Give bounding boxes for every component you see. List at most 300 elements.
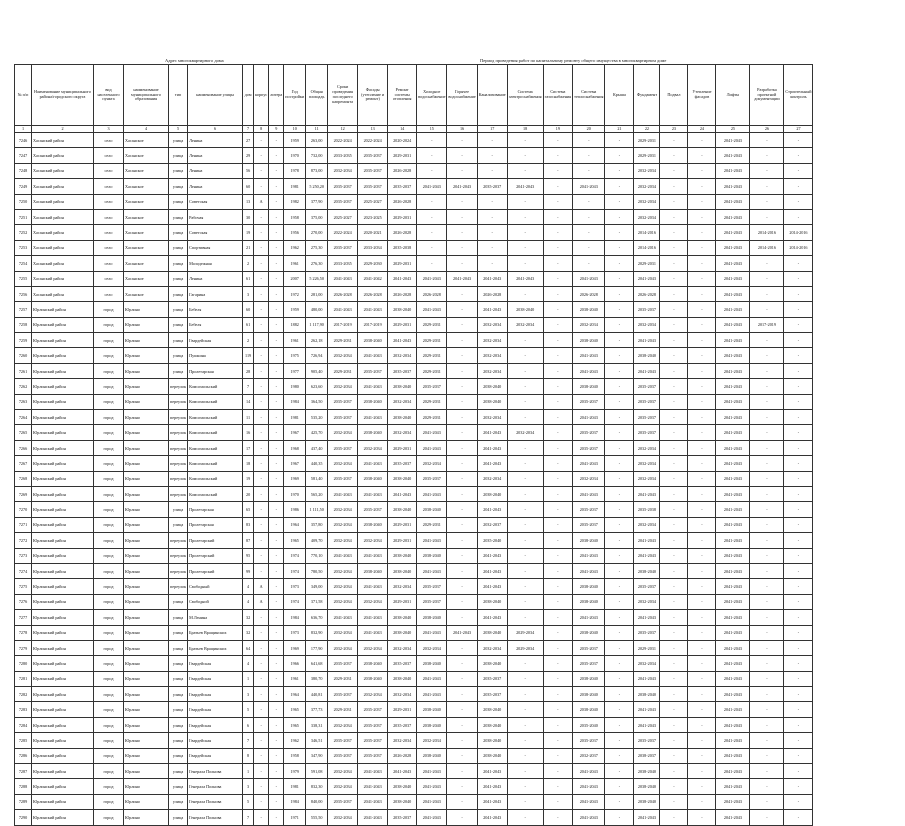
table-cell: 2041-2043 (417, 794, 447, 809)
table-cell: город (94, 548, 124, 563)
table-cell: 2035-2037 (358, 163, 388, 178)
table-cell: - (784, 502, 813, 517)
table-cell: 7284 (15, 717, 32, 732)
table-cell: 7287 (15, 764, 32, 779)
table-cell: Ленина (188, 148, 243, 163)
table-cell: Хасанское (124, 133, 169, 148)
table-cell: - (507, 594, 543, 609)
column-header: Лифты (716, 65, 750, 126)
column-number: 3 (94, 126, 124, 133)
table-cell: - (784, 579, 813, 594)
table-cell: - (543, 579, 573, 594)
table-cell: Пролетарская (188, 517, 243, 532)
table-cell: 2032-2034 (417, 456, 447, 471)
table-cell: 61 (243, 317, 254, 332)
table-cell: - (507, 548, 543, 563)
table-cell: - (660, 456, 688, 471)
table-cell: город (94, 810, 124, 825)
table-cell: Генерала Полнова (188, 764, 243, 779)
table-cell: - (784, 317, 813, 332)
table-cell: 1882 (284, 317, 306, 332)
table-cell: - (543, 256, 573, 271)
table-cell: село (94, 271, 124, 286)
column-number: 10 (284, 126, 306, 133)
table-cell: - (784, 594, 813, 609)
table-cell: 2029-2031 (634, 133, 660, 148)
table-cell: 2035-2037 (358, 717, 388, 732)
table-cell: 338,31 (306, 717, 328, 732)
table-cell: - (750, 671, 784, 686)
table-cell: - (507, 717, 543, 732)
table-row (15, 810, 813, 825)
table-cell: - (417, 240, 447, 255)
table-cell: - (750, 548, 784, 563)
table-cell: - (660, 379, 688, 394)
table-cell: 2026-2028 (358, 286, 388, 301)
table-cell: - (254, 317, 269, 332)
table-cell: - (573, 240, 605, 255)
table-cell: 377,90 (306, 194, 328, 209)
table-cell: - (254, 163, 269, 178)
table-cell: 2041-2043 (417, 533, 447, 548)
table-cell: 2038-2040 (573, 379, 605, 394)
table-cell: - (750, 363, 784, 378)
table-cell: Юрлинский район (32, 717, 94, 732)
table-cell: Хасанский район (32, 179, 94, 194)
table-cell: 7266 (15, 440, 32, 455)
table-cell: 1961 (284, 671, 306, 686)
table-cell: - (507, 133, 543, 148)
table-cell: 2032-2034 (634, 163, 660, 178)
table-cell: - (784, 440, 813, 455)
table-cell: - (254, 440, 269, 455)
table-cell: - (660, 133, 688, 148)
table-cell: 1970 (284, 148, 306, 163)
table-cell: - (573, 225, 605, 240)
table-cell: - (447, 302, 477, 317)
table-cell: Юрлино (124, 456, 169, 471)
table-cell: 2035-2037 (328, 410, 358, 425)
column-number: 14 (388, 126, 417, 133)
table-cell: - (269, 610, 284, 625)
table-cell: - (254, 240, 269, 255)
table-cell: 2 (243, 333, 254, 348)
table-cell: Советская (188, 194, 243, 209)
table-cell: Ленина (188, 271, 243, 286)
table-cell: 2029-2031 (417, 517, 447, 532)
table-cell: 2041-2043 (716, 240, 750, 255)
table-cell: Юрлинский район (32, 502, 94, 517)
table-cell: - (605, 471, 634, 486)
table-cell: 2020-2024 (388, 133, 417, 148)
table-cell: 2038-2040 (573, 625, 605, 640)
table-cell: - (254, 687, 269, 702)
table-cell: 375,00 (306, 209, 328, 224)
table-cell: 2041-2043 (716, 471, 750, 486)
table-cell: 2041-2043 (358, 610, 388, 625)
table-cell: город (94, 533, 124, 548)
table-cell: 2041-2043 (328, 302, 358, 317)
table-cell: 2032-2034 (573, 317, 605, 332)
table-cell: 581,40 (306, 471, 328, 486)
table-cell: - (254, 256, 269, 271)
table-cell: - (784, 687, 813, 702)
table-row (15, 625, 813, 640)
table-cell: улица (169, 794, 188, 809)
table-cell: 2041-2043 (634, 486, 660, 501)
table-cell: Юрлинский район (32, 394, 94, 409)
table-cell: - (254, 363, 269, 378)
table-cell: - (605, 687, 634, 702)
table-cell: 2026-2028 (388, 286, 417, 301)
table-cell: 2032-2034 (328, 502, 358, 517)
table-cell: - (688, 579, 716, 594)
table-cell: 2041-2043 (716, 440, 750, 455)
table-cell: 2032-2034 (477, 471, 507, 486)
table-cell: 2029-2031 (417, 333, 447, 348)
table-cell: Хасанский район (32, 163, 94, 178)
table-cell: - (447, 702, 477, 717)
table-cell: Генерала Полнова (188, 794, 243, 809)
table-cell: - (269, 764, 284, 779)
table-cell: - (543, 333, 573, 348)
table-cell: - (477, 194, 507, 209)
table-cell: - (688, 394, 716, 409)
table-cell: 7279 (15, 640, 32, 655)
table-cell: 2038-2040 (634, 794, 660, 809)
table-cell: - (784, 133, 813, 148)
table-cell: Спортивная (188, 240, 243, 255)
table-cell: 2014-2016 (634, 225, 660, 240)
table-cell: - (605, 733, 634, 748)
table-cell: 7254 (15, 256, 32, 271)
table-cell: Хасанский район (32, 286, 94, 301)
table-row (15, 225, 813, 240)
table-cell: 2023-2025 (358, 209, 388, 224)
table-cell: - (688, 225, 716, 240)
table-cell: 7283 (15, 702, 32, 717)
table-cell: 2035-2037 (328, 656, 358, 671)
table-cell: Генерала Полнова (188, 779, 243, 794)
table-cell: 2035-2037 (328, 748, 358, 763)
table-cell: - (784, 410, 813, 425)
table-cell: - (750, 594, 784, 609)
table-cell: - (543, 425, 573, 440)
table-cell: Юрлинский район (32, 594, 94, 609)
table-cell: - (605, 548, 634, 563)
table-cell: 2041-2043 (358, 486, 388, 501)
table-cell: 2041-2043 (573, 456, 605, 471)
table-cell: 2041-2043 (634, 610, 660, 625)
table-cell: улица (169, 148, 188, 163)
table-cell: - (543, 748, 573, 763)
table-cell: 2041-2043 (573, 794, 605, 809)
table-cell: - (254, 733, 269, 748)
table-cell: Хасанское (124, 286, 169, 301)
table-cell: 2041-2043 (358, 379, 388, 394)
table-cell: 275,30 (306, 240, 328, 255)
table-cell: - (543, 240, 573, 255)
table-cell: - (447, 640, 477, 655)
table-cell: 1981 (284, 410, 306, 425)
table-cell: - (417, 163, 447, 178)
table-cell: - (660, 271, 688, 286)
table-cell: город (94, 702, 124, 717)
table-cell: - (543, 394, 573, 409)
column-header: литера (269, 65, 284, 126)
table-cell: 2032-2034 (634, 440, 660, 455)
column-number-row (15, 126, 813, 133)
table-cell: 873,00 (306, 163, 328, 178)
table-cell: - (507, 579, 543, 594)
table-row (15, 179, 813, 194)
table-cell: - (688, 563, 716, 578)
table-cell: - (447, 548, 477, 563)
table-cell: улица (169, 640, 188, 655)
table-cell: Гвардейская (188, 717, 243, 732)
table-row (15, 163, 813, 178)
table-cell: 1 111,50 (306, 502, 328, 517)
table-row (15, 717, 813, 732)
table-cell: - (543, 271, 573, 286)
table-cell: переулок (169, 425, 188, 440)
table-cell: 2038-2040 (634, 779, 660, 794)
table-cell: 840,00 (306, 794, 328, 809)
table-cell: - (660, 794, 688, 809)
table-cell: - (660, 440, 688, 455)
table-cell: 2041-2043 (716, 194, 750, 209)
table-cell: переулок (169, 456, 188, 471)
table-cell: 2029-2031 (328, 333, 358, 348)
table-row (15, 256, 813, 271)
table-cell: - (660, 779, 688, 794)
table-cell: 2026-2028 (388, 748, 417, 763)
table-cell: 2041-2043 (388, 333, 417, 348)
table-cell: 2038-2040 (477, 379, 507, 394)
column-number: 24 (688, 126, 716, 133)
table-row (15, 656, 813, 671)
table-cell: 2038-2040 (417, 502, 447, 517)
table-cell: 2032-2034 (328, 456, 358, 471)
table-cell: Хасанское (124, 271, 169, 286)
table-cell: 2025-2027 (328, 209, 358, 224)
table-cell: 2041-2043 (716, 133, 750, 148)
table-cell: 2041-2043 (716, 748, 750, 763)
table-cell: - (507, 148, 543, 163)
table-cell: - (507, 410, 543, 425)
table-cell: 2041-2043 (477, 502, 507, 517)
table-cell: 2038-2040 (573, 687, 605, 702)
table-cell: 2041-2043 (358, 410, 388, 425)
table-cell: 1972 (284, 286, 306, 301)
table-cell: 2041-2043 (573, 363, 605, 378)
table-cell: 2041-2043 (716, 517, 750, 532)
column-header: Горячее водоснабжение (447, 65, 477, 126)
table-cell: - (605, 317, 634, 332)
table-row (15, 548, 813, 563)
table-cell: 2041-2043 (716, 533, 750, 548)
table-cell: - (477, 163, 507, 178)
table-cell: город (94, 717, 124, 732)
table-row (15, 333, 813, 348)
table-cell: 2041-2043 (716, 363, 750, 378)
table-cell: - (543, 471, 573, 486)
table-cell: - (269, 733, 284, 748)
table-cell: 99 (243, 563, 254, 578)
table-cell: - (688, 163, 716, 178)
table-cell: - (254, 533, 269, 548)
table-cell: 7285 (15, 733, 32, 748)
table-cell: - (688, 286, 716, 301)
table-cell: 2035-2037 (573, 440, 605, 455)
table-row (15, 456, 813, 471)
table-cell: 2026-2028 (573, 286, 605, 301)
table-cell: - (254, 225, 269, 240)
table-cell: 3 (243, 687, 254, 702)
table-cell: - (660, 517, 688, 532)
table-cell: - (750, 440, 784, 455)
table-cell: - (447, 286, 477, 301)
table-cell: 7253 (15, 240, 32, 255)
table-cell: - (447, 533, 477, 548)
table-cell: - (254, 764, 269, 779)
table-cell: - (254, 471, 269, 486)
table-cell: - (447, 209, 477, 224)
table-cell: 371,58 (306, 594, 328, 609)
table-cell: улица (169, 333, 188, 348)
table-cell: - (660, 425, 688, 440)
table-cell: 2038-2040 (358, 563, 388, 578)
column-header: Разработка проектной документации (750, 65, 784, 126)
table-cell: - (447, 486, 477, 501)
table-cell: - (269, 271, 284, 286)
table-cell: Ленина (188, 133, 243, 148)
table-cell: 2032-2034 (634, 517, 660, 532)
table-cell: 2041-2043 (358, 779, 388, 794)
table-cell: 2041-2043 (716, 425, 750, 440)
table-cell: - (507, 764, 543, 779)
table-cell: 32 (243, 625, 254, 640)
table-cell: 2041-2043 (716, 179, 750, 194)
table-cell: - (543, 625, 573, 640)
table-cell: 2035-2037 (328, 794, 358, 809)
table-cell: - (543, 656, 573, 671)
table-cell: город (94, 733, 124, 748)
table-cell: - (688, 317, 716, 332)
table-cell: 2032-2034 (477, 348, 507, 363)
column-number: 7 (243, 126, 254, 133)
column-header: Ремонт системы отопления (388, 65, 417, 126)
table-cell: 2041-2043 (358, 456, 388, 471)
table-cell: - (254, 148, 269, 163)
table-cell: 2035-2037 (417, 379, 447, 394)
table-cell: - (269, 486, 284, 501)
table-cell: 2038-2040 (388, 410, 417, 425)
table-cell: 364,50 (306, 394, 328, 409)
table-cell: - (269, 148, 284, 163)
table-cell: 1966 (284, 656, 306, 671)
table-cell: - (447, 610, 477, 625)
table-cell: 2041-2043 (634, 548, 660, 563)
table-cell: 2041-2043 (716, 548, 750, 563)
table-cell: - (660, 502, 688, 517)
table-cell: - (660, 579, 688, 594)
table-cell: - (688, 425, 716, 440)
table-cell: Юрлинский район (32, 610, 94, 625)
table-cell: 2032-2034 (358, 594, 388, 609)
table-cell: 2038-2040 (417, 748, 447, 763)
table-cell: - (507, 517, 543, 532)
table-cell: Юрлино (124, 748, 169, 763)
table-cell: улица (169, 348, 188, 363)
table-cell: 119 (243, 348, 254, 363)
table-cell: 2038-2040 (477, 656, 507, 671)
table-cell: - (447, 594, 477, 609)
table-cell: Юрлино (124, 302, 169, 317)
table-cell: 832,30 (306, 779, 328, 794)
table-cell: - (254, 610, 269, 625)
table-cell: 7256 (15, 286, 32, 301)
table-cell: 2041-2043 (358, 302, 388, 317)
table-cell: 2035-2037 (388, 456, 417, 471)
table-cell: 2041-2043 (477, 563, 507, 578)
column-header: Система электроснабжения (507, 65, 543, 126)
table-cell: - (543, 594, 573, 609)
table-cell: - (605, 656, 634, 671)
table-cell: 1965 (284, 717, 306, 732)
table-cell: 17 (243, 440, 254, 455)
table-cell: - (750, 209, 784, 224)
table-cell: - (784, 702, 813, 717)
table-cell: - (688, 333, 716, 348)
table-cell: Ленина (188, 163, 243, 178)
table-cell: Юрлино (124, 440, 169, 455)
table-cell: Юрлино (124, 764, 169, 779)
table-cell: Юрлино (124, 594, 169, 609)
table-cell: - (269, 533, 284, 548)
table-cell: - (254, 456, 269, 471)
table-cell: М.Ленина (188, 610, 243, 625)
table-cell: Юрлинский район (32, 687, 94, 702)
table-cell: 5 226,50 (306, 271, 328, 286)
table-cell: 2041-2043 (417, 625, 447, 640)
table-cell: 2041-2043 (328, 271, 358, 286)
table-cell: 357,80 (306, 517, 328, 532)
table-cell: - (543, 410, 573, 425)
table-cell: 2041-2043 (716, 302, 750, 317)
table-cell: - (750, 456, 784, 471)
table-cell: 2026-2028 (388, 194, 417, 209)
table-cell: 2029-2034 (507, 625, 543, 640)
table-cell: 636,70 (306, 610, 328, 625)
table-cell: 535,20 (306, 410, 328, 425)
table-cell: - (688, 179, 716, 194)
table-cell: 2032-2034 (634, 656, 660, 671)
table-cell: - (605, 440, 634, 455)
table-cell: город (94, 456, 124, 471)
table-cell: 1968 (284, 440, 306, 455)
table-cell: - (750, 271, 784, 286)
table-cell: 2035-2037 (634, 394, 660, 409)
table-cell: - (447, 671, 477, 686)
table-cell: 377,73 (306, 702, 328, 717)
table-cell: 2029-2031 (388, 533, 417, 548)
table-cell: 2038-2040 (388, 471, 417, 486)
table-cell: - (477, 225, 507, 240)
table-cell: 7290 (15, 810, 32, 825)
table-cell: 1970 (284, 486, 306, 501)
table-cell: Юрлино (124, 671, 169, 686)
